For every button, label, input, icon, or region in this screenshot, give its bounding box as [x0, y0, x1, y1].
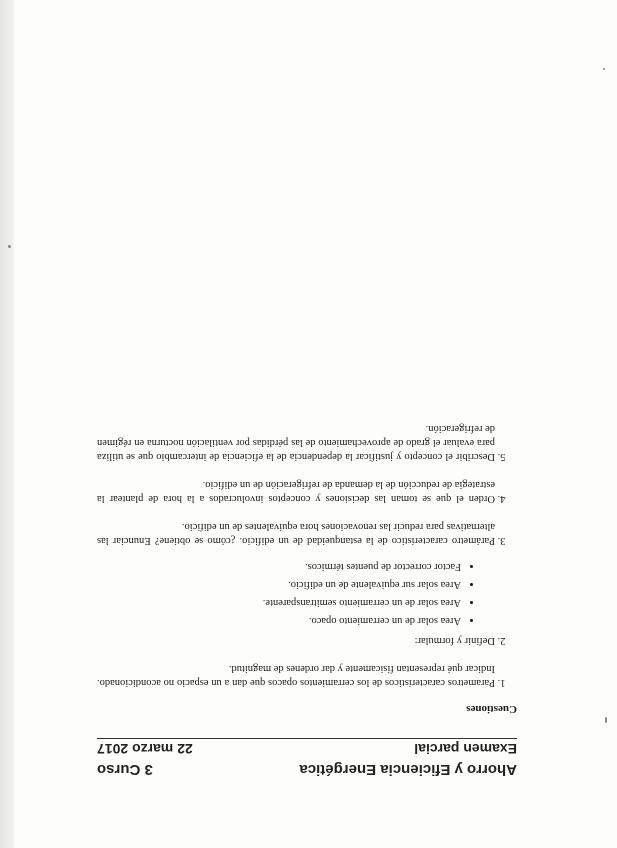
- question-text: Describir el concepto y justificar la dependencia de la eficiencia de intercambio que se utiliza para evaluar el grado de aprovechamiento de las pérdidas por ventilación nocturna en régimen de refrigeración.: [97, 423, 495, 462]
- question-item: [97, 519, 495, 547]
- exam-type: Examen parcial: [414, 741, 517, 757]
- question-item: [97, 661, 495, 689]
- questions-list: [97, 421, 517, 689]
- header-title-row: [97, 761, 517, 778]
- scan-speck: [8, 245, 11, 248]
- question-item: [97, 559, 495, 647]
- bullet-list: [97, 559, 495, 627]
- exam-date: 22 marzo 2017: [97, 741, 193, 757]
- header-sub-row: [97, 738, 517, 757]
- bullet-item: • Area solar de un cerramiento opaco.: [97, 613, 461, 627]
- bullet-item: • Area solar de un cerramiento semitransparente.: [97, 595, 461, 609]
- scan-speck: [603, 68, 605, 70]
- course-title: Ahorro y Eficiencia Energética: [299, 761, 517, 778]
- question-text: Parametros característicos de los cerramientos opacos que dan a un espacio no acondicionado. Indicar qué representan físicamente y dar ordenes de magnitud.: [97, 663, 495, 688]
- bullet-item: • Factor corrector de puentes térmicos.: [97, 559, 461, 573]
- question-item: [97, 421, 495, 463]
- page-content: [97, 407, 517, 778]
- question-text: Orden el que se toman las decisiones y conceptos involucrados a la hora de plantear la estrategia de reducción de la demanda de refrigeración de un edificio.: [97, 479, 495, 504]
- scan-edge: [0, 0, 14, 848]
- section-title: Cuestiones: [466, 703, 517, 715]
- question-text: Definir y formular:: [414, 635, 495, 646]
- question-item: [97, 477, 495, 505]
- course-year: 3 Curso: [97, 761, 153, 778]
- question-text: Parámetro característico de la estanqueidad de un edificio. ¿cómo se obtiene? Enunciar las alternativas para reducir las renovaciones hora equivalentes de un edificio.: [97, 521, 495, 546]
- scan-speck: [605, 717, 607, 723]
- bullet-item: • Area solar sur equivalente de un edificio.: [97, 577, 461, 591]
